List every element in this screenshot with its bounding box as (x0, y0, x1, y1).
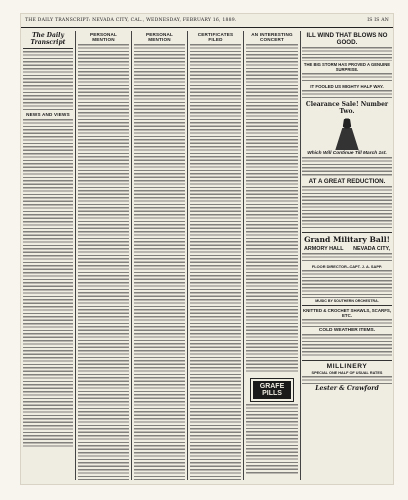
grafe-pills-title: GRAFE PILLS (253, 381, 291, 399)
ad-text (302, 157, 392, 177)
ball-venue-row (302, 245, 392, 253)
divider (302, 305, 392, 306)
ad-text (302, 253, 392, 263)
clearance-sale-title: Clearance Sale! Number Two. (305, 101, 389, 115)
ad-text (302, 47, 392, 61)
woman-figure-illustration (334, 116, 360, 150)
wind-ad-title: ILL WIND THAT BLOWS NO GOOD. (306, 32, 388, 46)
column-heading: PERSONAL MENTION (145, 32, 174, 42)
half-way-ad-title: IT FOOLED US MIGHTY HALF WAY. (310, 84, 384, 89)
column-2 (76, 31, 132, 480)
continue-line: Which Will Continue Till March 1st. (307, 151, 387, 156)
armory-hall: ARMORY HALL (304, 246, 344, 252)
divider (302, 360, 392, 361)
millinery-subtitle: SPECIAL ONE HALF OF USUAL RATES (311, 371, 383, 375)
reduction-title: AT A GREAT REDUCTION. (308, 178, 386, 185)
music-line: MUSIC BY SOUTHERN ORCHESTRA. (315, 299, 379, 303)
newspaper-page (21, 14, 393, 484)
ad-text (302, 376, 392, 384)
masthead-title: THE DAILY TRANSCRIPT: NEVADA CITY, CAL., WEDNESDAY, FEBRUARY 16, 1889. (25, 18, 237, 23)
column-heading: CERTIFICATES FILED (197, 32, 234, 42)
military-ball-title: Grand Military Ball! (304, 235, 390, 244)
column-text (134, 44, 185, 480)
section-heading: NEWS AND VIEWS (26, 112, 70, 117)
divider (23, 48, 73, 49)
cold-weather-title: COLD WEATHER ITEMS. (318, 328, 376, 333)
column-3 (132, 31, 188, 480)
column-text (190, 44, 241, 480)
grafe-pills-ad (250, 378, 294, 402)
page-masthead (21, 14, 393, 28)
column-ads (301, 31, 393, 480)
firm-name: Lester & Crawford (315, 385, 379, 392)
masthead-right: IS IS AN (367, 18, 389, 23)
ad-text (302, 73, 392, 83)
ad-text (302, 334, 392, 358)
column-text (246, 44, 298, 374)
knitted-shawls-title: KNITTED & CROCHET SHAWLS, SCARFS, ETC. (302, 308, 392, 318)
column-4 (188, 31, 244, 480)
nevada-city: NEVADA CITY, (353, 246, 390, 252)
column-heading: PERSONAL MENTION (89, 32, 118, 42)
millinery-title: MILLINERY (326, 363, 368, 370)
paper-nameplate: The Daily Transcript (30, 32, 66, 46)
column-5 (244, 31, 301, 480)
column-text (246, 404, 298, 474)
ad-text (302, 319, 392, 327)
column-text (78, 44, 129, 480)
storm-ad-title: THE BIG STORM HAS PROVED A GENUINE SURPRISE. (303, 62, 391, 72)
column-text (23, 119, 73, 449)
column-heading: AN INTERESTING CONCERT (251, 32, 293, 42)
ad-text (302, 186, 392, 230)
floor-director: FLOOR DIRECTOR--CAPT. J. A. SAPP. (311, 264, 383, 269)
ad-text (302, 90, 392, 100)
divider (302, 232, 392, 233)
column-1 (21, 31, 76, 480)
column-text (23, 51, 73, 111)
ad-text (302, 270, 392, 298)
